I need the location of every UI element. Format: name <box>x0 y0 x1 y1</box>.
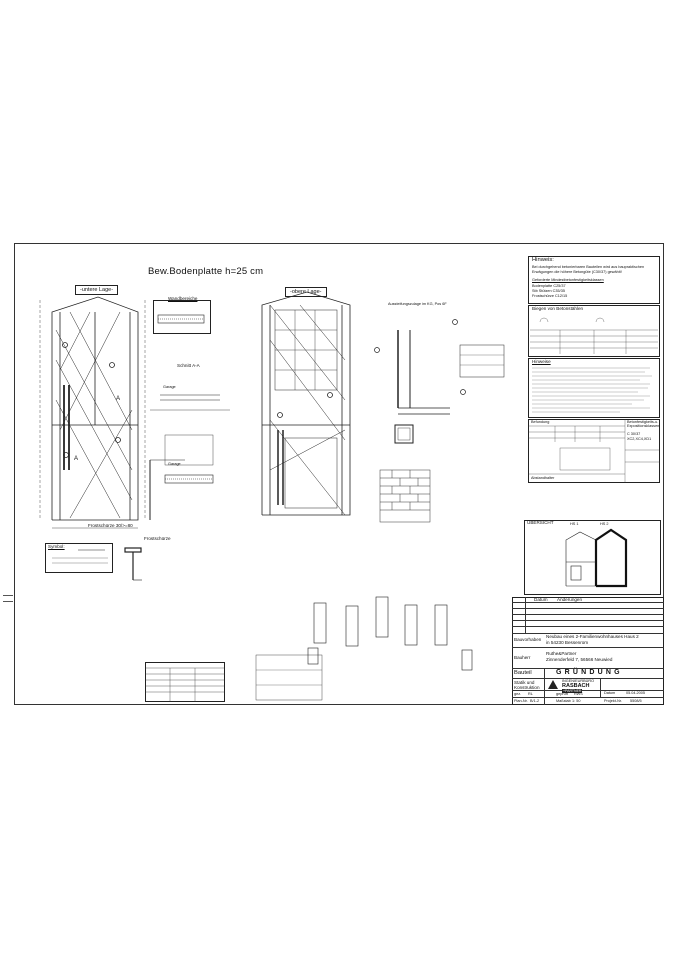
concrete-class-title: Betonfestigkeits-u. Expositionsklassen <box>627 420 660 429</box>
garage-detail-label: Garage <box>168 462 181 466</box>
wall-zone-label: Wandbereiche <box>168 296 198 301</box>
min-class-title: Geforderte Mindestbetonfestigkeitsklassen <box>532 278 604 282</box>
section-label: Schnitt A-A <box>177 363 200 368</box>
hinweis-title: Hinweis: <box>532 257 554 263</box>
garage-label: Garage <box>163 385 176 389</box>
tb-checked-label: geprüft <box>556 692 568 696</box>
tb-bauherr-2: Zinnenderfeld 7, 56566 Neuwied <box>546 657 613 662</box>
symbol-label: Symbol: <box>48 544 65 549</box>
tb-date-value: 05.04.2005 <box>626 691 646 695</box>
bending-title: Biegen von Betonstählen <box>532 306 584 311</box>
hinweis-text-2: Erwägungen die höhere Betongüte (C30/37) gewählt! <box>532 270 622 274</box>
tb-index-value: 1: 50 <box>572 699 581 703</box>
tb-statik-label-2: Konstruktion <box>514 685 540 690</box>
drawing-title: Bew.Bodenplatte h=25 cm <box>148 266 264 277</box>
tb-plan-label: Plan-Nr. <box>514 699 528 703</box>
abstandhalter-label: Abstandhalter <box>531 476 555 480</box>
class-2: Stb Stützen C35/35 <box>532 289 565 293</box>
svg-text:A: A <box>116 396 121 402</box>
tb-drawn-value: RL <box>528 692 533 696</box>
concrete-class-value: C 30/37 <box>627 432 641 436</box>
tb-bauvorhaben-2: in 54230 Bessenrom <box>546 640 589 645</box>
ext-reinf-label: Aussteifungszulage im KG, Pos 6F <box>388 302 447 306</box>
tb-date-header: Datum <box>534 597 548 602</box>
frost-apron-label: Frostschürze 30/>=80 <box>88 523 133 528</box>
class-1: Bodenplatte C25/37 <box>532 284 566 288</box>
befundung-title: Befundung <box>531 420 550 424</box>
hints-title: Hinweise <box>532 359 551 364</box>
frost-apron-label-2: Frostschürze <box>144 536 171 541</box>
hinweis-text-1: Bei durchgehend betonierbaren Bauteilen wird aus baupraktischen <box>532 265 645 269</box>
lower-layer-label: -untere Lage- <box>75 285 118 295</box>
tb-project-value: 5508/5 <box>630 699 642 703</box>
tb-changes-header: Änderungen <box>557 597 583 602</box>
hs2-label: HS 2 <box>600 522 609 526</box>
tb-firm-2: RASBACH <box>562 683 590 689</box>
tb-project-label: Projekt-Nr. <box>604 699 622 703</box>
tb-index-label: Maßstab <box>556 699 571 703</box>
tb-drawn-label: gez. <box>514 692 522 696</box>
tb-bauherr-1: Ruthe&Partner <box>546 651 577 656</box>
svg-text:A: A <box>74 456 79 462</box>
tb-bauvorhaben-1: Neubau eines 2-Familienwohnhauses Haus 2 <box>546 634 639 639</box>
tb-firm-3: +PARTNER <box>563 689 582 693</box>
tb-statik-label-1: Statik und <box>514 680 535 685</box>
upper-layer-label: -obere Lage- <box>285 287 327 297</box>
hs1-label: HS 1 <box>570 522 579 526</box>
tb-bauteil-label: Bauteil <box>514 670 532 676</box>
tb-plan-value: B/1-2 <box>530 699 540 703</box>
tb-bauteil-value: GRÜNDUNG <box>556 669 623 676</box>
exposition-value: XC2,XC4,XD1 <box>627 437 652 441</box>
overview-title: ÜBERSICHT <box>527 520 554 525</box>
tb-firm-1: INGENIEURBÜRO <box>562 679 595 683</box>
tb-date-label: Datum <box>604 691 616 695</box>
tb-bauherr-label: Bauherr <box>514 655 531 660</box>
firm-logo <box>548 680 558 689</box>
tb-bauvorhaben-label: Bauvorhaben <box>514 637 542 642</box>
tb-checked-value: RWS <box>574 692 583 696</box>
class-3: Frostschürze C12/15 <box>532 294 568 298</box>
